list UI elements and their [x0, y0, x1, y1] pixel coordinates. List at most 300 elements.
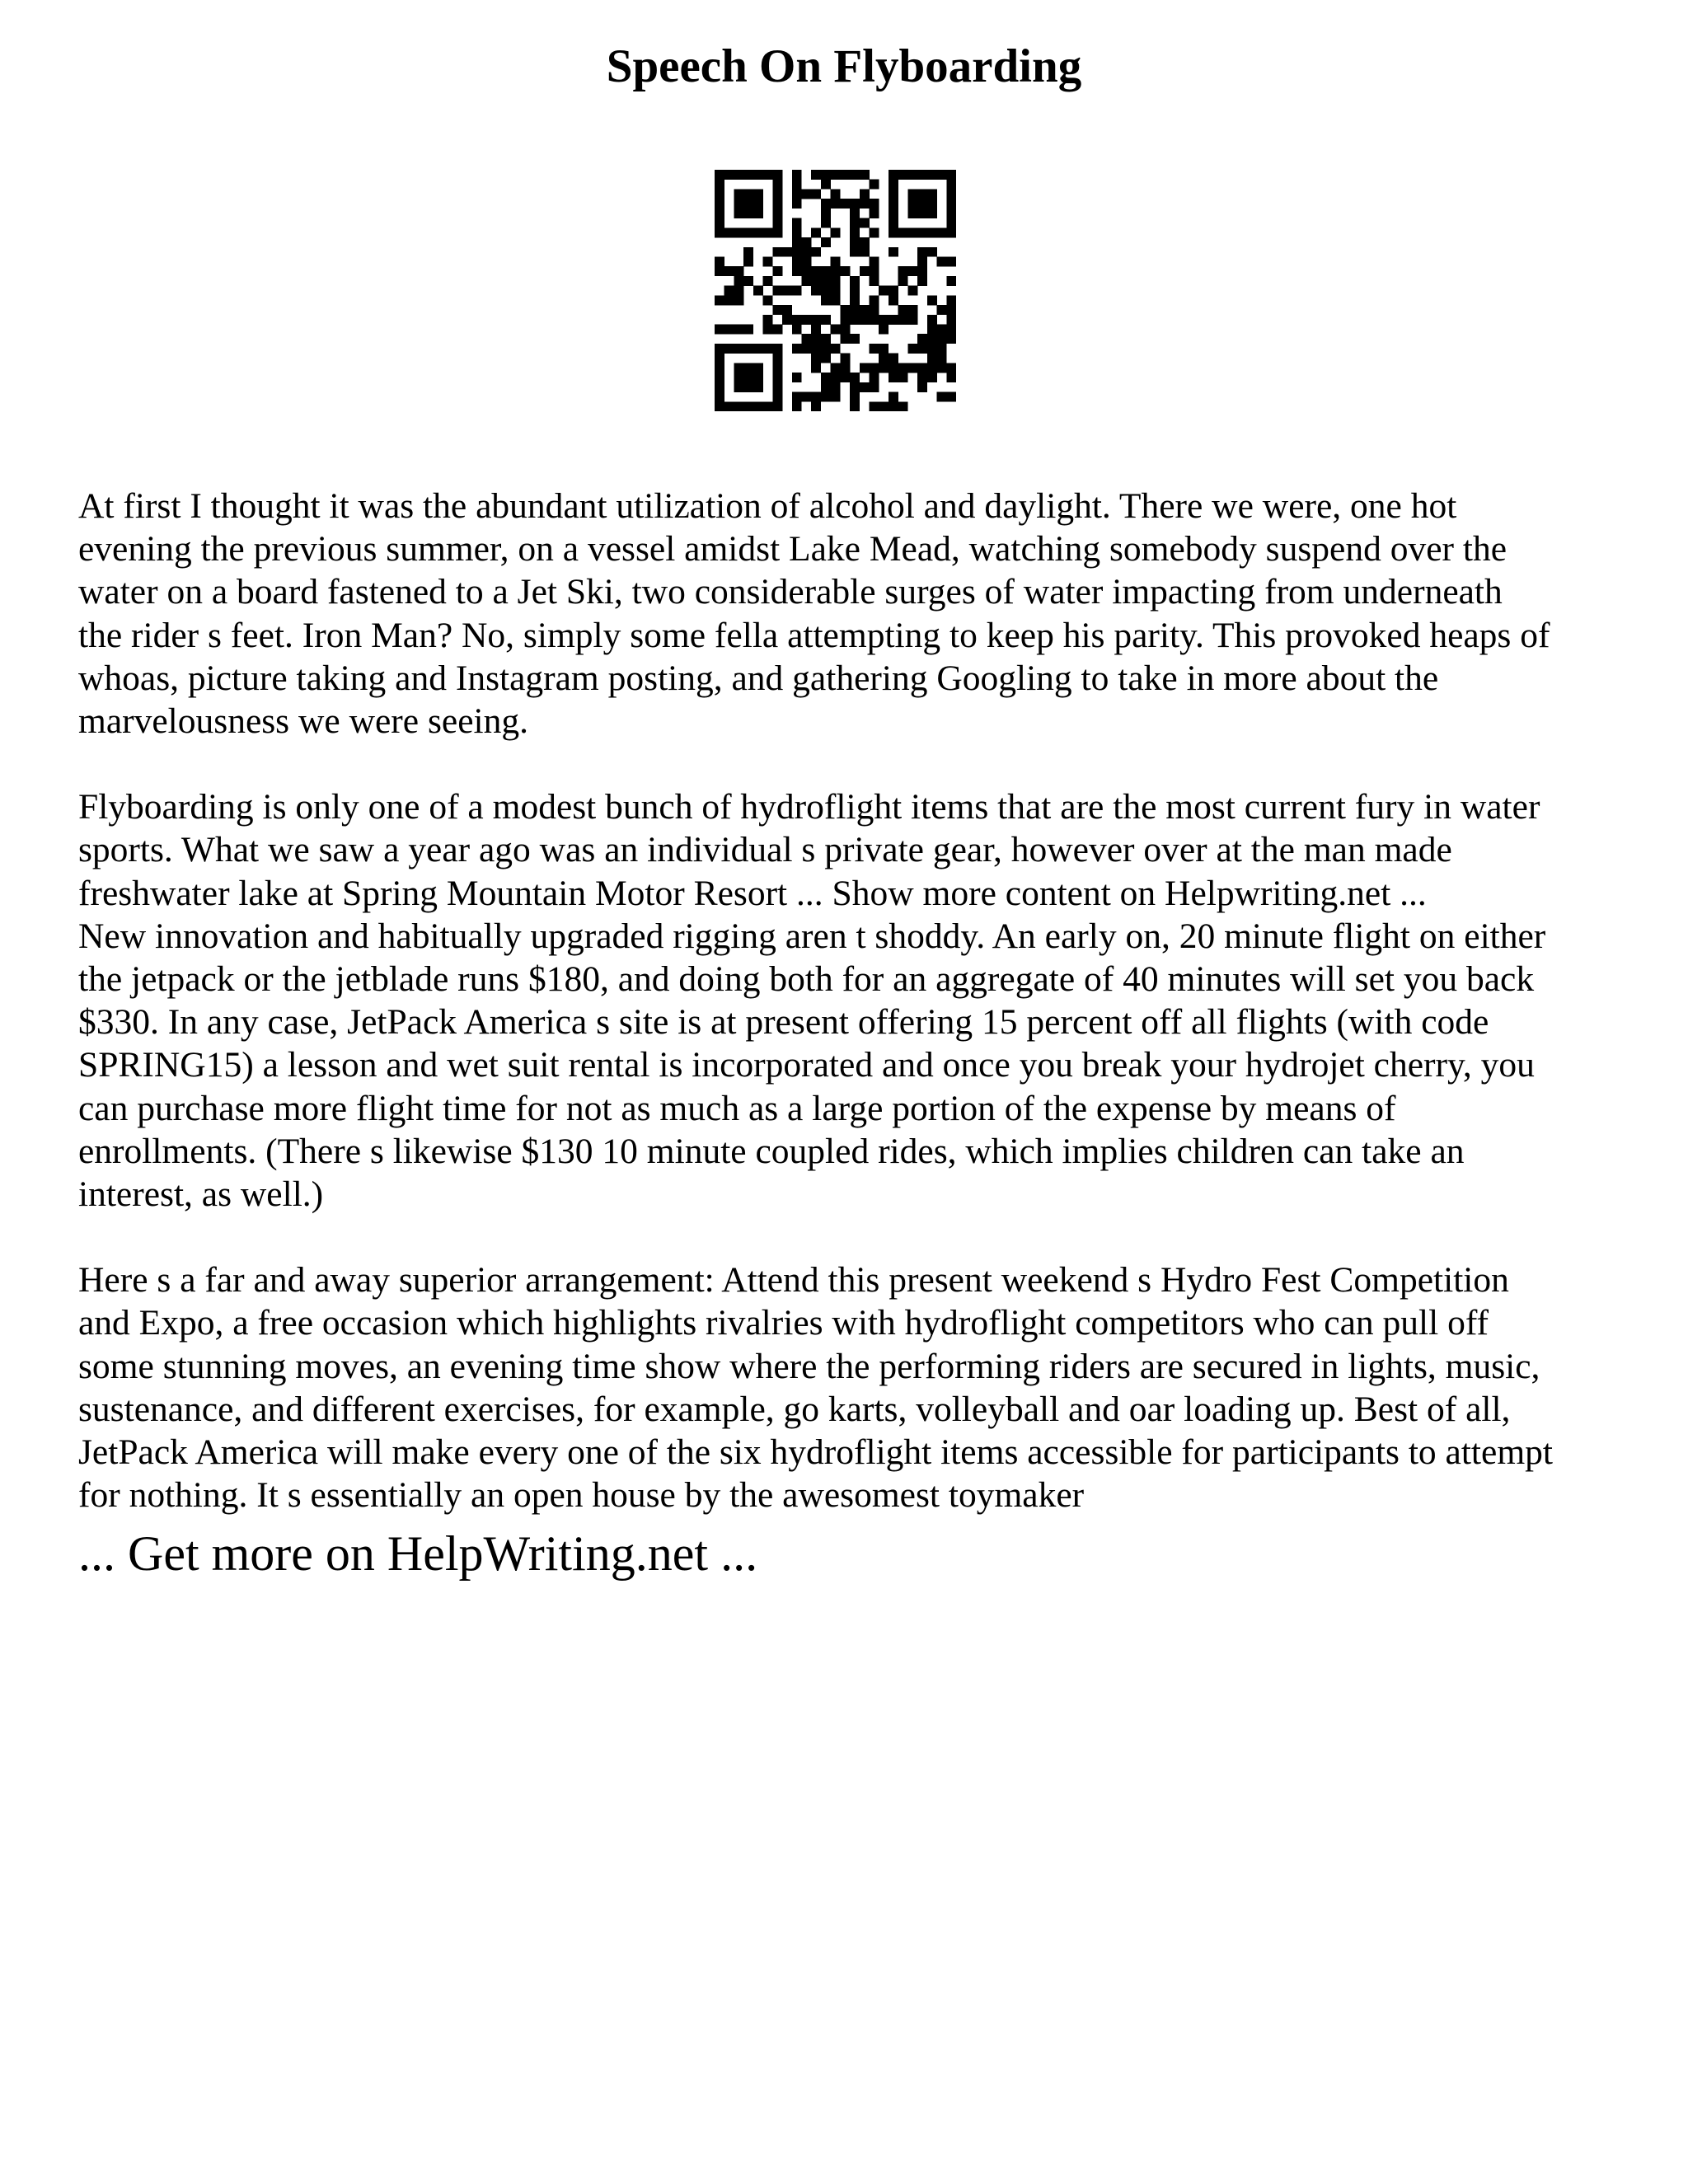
qr-module: [889, 354, 898, 363]
qr-module: [734, 199, 743, 209]
qr-module: [734, 373, 743, 382]
qr-module: [724, 286, 734, 296]
qr-module: [821, 295, 831, 305]
qr-module: [715, 344, 724, 354]
qr-module: [782, 315, 792, 325]
qr-module: [870, 227, 879, 237]
qr-module: [715, 401, 724, 411]
qr-module: [927, 227, 937, 237]
qr-module: [870, 382, 879, 392]
qr-module: [870, 305, 879, 315]
qr-module: [753, 382, 763, 392]
qr-module: [831, 227, 841, 237]
qr-module: [831, 363, 841, 373]
qr-module: [792, 392, 802, 402]
qr-module: [917, 276, 927, 286]
qr-module: [946, 180, 956, 190]
qr-module: [870, 363, 879, 373]
qr-module: [811, 344, 821, 354]
qr-module: [782, 305, 792, 315]
qr-module: [772, 373, 782, 382]
qr-module: [811, 266, 821, 276]
qr-module: [831, 189, 841, 199]
qr-module: [937, 325, 947, 335]
qr-module: [907, 266, 917, 276]
qr-module: [715, 325, 724, 335]
qr-module: [743, 276, 753, 286]
qr-module: [782, 286, 792, 296]
qr-module: [734, 344, 743, 354]
qr-module: [927, 325, 937, 335]
qr-module: [792, 170, 802, 180]
qr-module: [898, 170, 908, 180]
qr-module: [946, 392, 956, 402]
qr-module: [734, 325, 743, 335]
qr-module: [743, 170, 753, 180]
qr-module: [724, 401, 734, 411]
qr-module: [734, 295, 743, 305]
qr-module: [801, 344, 811, 354]
qr-module: [831, 170, 841, 180]
qr-module: [753, 286, 763, 296]
qr-module: [811, 354, 821, 363]
qr-module: [917, 227, 927, 237]
qr-module: [907, 363, 917, 373]
qr-module: [821, 276, 831, 286]
qr-module: [792, 247, 802, 257]
qr-module: [898, 401, 908, 411]
qr-module: [870, 373, 879, 382]
qr-module: [889, 170, 898, 180]
qr-module: [801, 334, 811, 344]
qr-module: [870, 401, 879, 411]
qr-module: [870, 199, 879, 209]
qr-module: [907, 209, 917, 218]
qr-module: [850, 334, 860, 344]
qr-module: [763, 256, 773, 266]
text-line: water on a board fastened to a Jet Ski, two considerable surges of water impacting from underneath: [78, 572, 1503, 612]
qr-module: [792, 180, 802, 190]
qr-module: [927, 247, 937, 257]
qr-module: [889, 189, 898, 199]
qr-module: [821, 218, 831, 228]
qr-module: [927, 315, 937, 325]
qr-module: [889, 199, 898, 209]
qr-module: [860, 305, 870, 315]
qr-module: [927, 199, 937, 209]
qr-module: [715, 266, 724, 276]
qr-module: [917, 199, 927, 209]
qr-module: [870, 295, 879, 305]
qr-module: [831, 295, 841, 305]
qr-module: [831, 266, 841, 276]
qr-module: [840, 199, 850, 209]
qr-module: [860, 266, 870, 276]
qr-module: [715, 382, 724, 392]
qr-module: [763, 344, 773, 354]
text-line: marvelousness we were seeing.: [78, 701, 528, 742]
get-more-link[interactable]: ... Get more on HelpWriting.net ...: [78, 1526, 758, 1581]
qr-module: [946, 295, 956, 305]
qr-module: [946, 363, 956, 373]
qr-module: [860, 189, 870, 199]
qr-module: [792, 199, 802, 209]
qr-module: [763, 227, 773, 237]
qr-module: [870, 276, 879, 286]
qr-module: [724, 325, 734, 335]
qr-module: [946, 218, 956, 228]
qr-module: [879, 354, 889, 363]
qr-module: [801, 237, 811, 247]
qr-module: [763, 315, 773, 325]
qr-module: [946, 373, 956, 382]
qr-module: [792, 189, 802, 199]
qr-module: [753, 170, 763, 180]
qr-module: [772, 247, 782, 257]
qr-module: [850, 315, 860, 325]
qr-module: [753, 401, 763, 411]
qr-module: [946, 315, 956, 325]
qr-module: [870, 344, 879, 354]
qr-module: [743, 247, 753, 257]
text-line: and Expo, a free occasion which highlights rivalries with hydroflight competitors who can pull off: [78, 1303, 1489, 1343]
qr-module: [792, 227, 802, 237]
qr-module: [753, 189, 763, 199]
qr-module: [898, 315, 908, 325]
qr-module: [724, 170, 734, 180]
qr-module: [937, 354, 947, 363]
qr-module: [831, 382, 841, 392]
qr-module: [734, 189, 743, 199]
qr-module: [927, 189, 937, 199]
qr-module: [860, 315, 870, 325]
qr-module: [898, 227, 908, 237]
qr-module: [907, 315, 917, 325]
qr-module: [889, 363, 898, 373]
qr-module: [898, 266, 908, 276]
qr-module: [917, 363, 927, 373]
qr-module: [743, 325, 753, 335]
qr-module: [831, 344, 841, 354]
text-line: Flyboarding is only one of a modest bunch of hydroflight items that are the most current fury in water: [78, 787, 1540, 827]
qr-module: [763, 276, 773, 286]
qr-module: [821, 344, 831, 354]
qr-module: [801, 247, 811, 257]
qr-module: [907, 305, 917, 315]
qr-module: [801, 392, 811, 402]
qr-module: [870, 266, 879, 276]
qr-module: [734, 401, 743, 411]
paragraph-1: [78, 485, 1644, 743]
qr-module: [870, 180, 879, 190]
text-line: interest, as well.): [78, 1174, 324, 1215]
qr-module: [792, 286, 802, 296]
qr-module: [753, 363, 763, 373]
qr-module: [831, 256, 841, 266]
qr-module: [946, 276, 956, 286]
paragraph-3: [78, 1258, 1644, 1516]
qr-module: [743, 199, 753, 209]
qr-module: [801, 315, 811, 325]
qr-module: [907, 344, 917, 354]
qr-module: [840, 305, 850, 315]
qr-module: [734, 286, 743, 296]
qr-module: [860, 218, 870, 228]
qr-module: [821, 373, 831, 382]
qr-module: [724, 295, 734, 305]
qr-module: [889, 286, 898, 296]
qr-module: [734, 382, 743, 392]
text-line: Here s a far and away superior arrangement: Attend this present weekend s Hydro Fest Competition: [78, 1260, 1509, 1301]
qr-module: [772, 305, 782, 315]
qr-module: [898, 305, 908, 315]
qr-module: [753, 227, 763, 237]
qr-module: [743, 256, 753, 266]
qr-module: [763, 170, 773, 180]
qr-module: [715, 170, 724, 180]
qr-module: [811, 315, 821, 325]
qr-module: [792, 401, 802, 411]
qr-module: [801, 266, 811, 276]
qr-module: [772, 363, 782, 373]
qr-module: [879, 363, 889, 373]
qr-module: [743, 227, 753, 237]
qr-module: [907, 199, 917, 209]
qr-module: [743, 363, 753, 373]
qr-module: [782, 247, 792, 257]
qr-module: [831, 373, 841, 382]
qr-module: [734, 363, 743, 373]
qr-module: [772, 382, 782, 392]
qr-module: [879, 286, 889, 296]
qr-module: [889, 218, 898, 228]
text-line: the rider s feet. Iron Man? No, simply some fella attempting to keep his parity. This provoked heaps of: [78, 615, 1550, 655]
qr-module: [860, 170, 870, 180]
qr-module: [715, 363, 724, 373]
qr-module: [811, 247, 821, 257]
qr-module: [860, 237, 870, 247]
qr-module: [801, 189, 811, 199]
qr-module: [860, 199, 870, 209]
qr-module: [879, 344, 889, 354]
qr-module: [753, 373, 763, 382]
qr-module: [889, 180, 898, 190]
qr-module: [821, 170, 831, 180]
qr-module: [937, 227, 947, 237]
qr-module: [840, 373, 850, 382]
qr-module: [724, 227, 734, 237]
qr-module: [879, 315, 889, 325]
qr-module: [850, 247, 860, 257]
qr-module: [772, 189, 782, 199]
qr-module: [917, 344, 927, 354]
qr-module: [840, 334, 850, 344]
qr-module: [889, 295, 898, 305]
qr-module: [946, 334, 956, 344]
qr-module: [715, 373, 724, 382]
qr-module: [850, 392, 860, 402]
qr-module: [743, 401, 753, 411]
qr-module: [811, 170, 821, 180]
text-line: can purchase more flight time for not as much as a large portion of the expense by means of: [78, 1088, 1396, 1128]
qr-module: [927, 373, 937, 382]
qr-module: [840, 354, 850, 363]
qr-module: [792, 325, 802, 335]
text-line: JetPack America will make every one of the six hydroflight items accessible for participants to attempt: [78, 1432, 1554, 1473]
qr-module: [743, 382, 753, 392]
qr-module: [898, 363, 908, 373]
qr-module: [772, 286, 782, 296]
qr-module: [772, 354, 782, 363]
qr-module: [715, 227, 724, 237]
qr-module: [772, 180, 782, 190]
qr-module: [937, 363, 947, 373]
qr-module: [870, 209, 879, 218]
qr-module: [850, 295, 860, 305]
qr-module: [811, 392, 821, 402]
qr-module: [724, 266, 734, 276]
qr-module: [831, 392, 841, 402]
qr-module: [811, 401, 821, 411]
qr-module: [850, 218, 860, 228]
qr-module: [743, 209, 753, 218]
qr-module: [937, 334, 947, 344]
qr-module: [715, 256, 724, 266]
qr-module: [889, 373, 898, 382]
qr-module: [937, 344, 947, 354]
text-line: SPRING15) a lesson and wet suit rental is incorporated and once you break your hydrojet cherry, you: [78, 1045, 1535, 1085]
qr-module: [927, 334, 937, 344]
qr-module: [831, 325, 841, 335]
qr-module: [763, 295, 773, 305]
qr-module: [772, 325, 782, 335]
qr-module: [821, 266, 831, 276]
qr-module: [715, 354, 724, 363]
qr-module: [927, 295, 937, 305]
qr-module: [946, 325, 956, 335]
qr-module: [850, 276, 860, 286]
qr-module: [898, 276, 908, 286]
qr-module: [821, 382, 831, 392]
text-line: the jetpack or the jetblade runs $180, and doing both for an aggregate of 40 minutes will set you back: [78, 959, 1535, 1000]
qr-module: [743, 373, 753, 382]
qr-module: [801, 256, 811, 266]
qr-module: [917, 209, 927, 218]
qr-module: [811, 325, 821, 335]
qr-module: [821, 334, 831, 344]
qr-module: [850, 199, 860, 209]
qr-module: [860, 382, 870, 392]
qr-module: [917, 189, 927, 199]
qr-module: [937, 256, 947, 266]
qr-module: [850, 382, 860, 392]
text-line: New innovation and habitually upgraded rigging aren t shoddy. An early on, 20 minute flight on either: [78, 916, 1546, 956]
text-line: enrollments. (There s likewise $130 10 minute coupled rides, which implies children can take an: [78, 1131, 1465, 1171]
qr-module: [792, 237, 802, 247]
qr-module: [743, 344, 753, 354]
qr-module: [821, 180, 831, 190]
qr-module: [734, 170, 743, 180]
qr-module: [715, 295, 724, 305]
qr-module: [811, 227, 821, 237]
document-body: [78, 485, 1644, 1559]
qr-module: [821, 286, 831, 296]
qr-module: [831, 276, 841, 286]
qr-module: [772, 227, 782, 237]
qr-module: [811, 286, 821, 296]
qr-module: [927, 354, 937, 363]
text-line: sports. What we saw a year ago was an individual s private gear, however over at the man made: [78, 830, 1452, 870]
qr-module: [715, 199, 724, 209]
qr-module: [850, 373, 860, 382]
qr-module: [715, 218, 724, 228]
qr-module: [889, 315, 898, 325]
qr-module: [850, 209, 860, 218]
qr-module: [821, 199, 831, 209]
qr-module: [792, 344, 802, 354]
qr-module: [898, 373, 908, 382]
qr-module: [917, 247, 927, 257]
qr-module: [772, 209, 782, 218]
qr-module: [792, 218, 802, 228]
qr-module: [763, 401, 773, 411]
qr-module: [850, 305, 860, 315]
qr-module: [946, 209, 956, 218]
qr-module: [946, 170, 956, 180]
qr-module: [850, 237, 860, 247]
qr-module: [792, 266, 802, 276]
qr-module: [917, 382, 927, 392]
qr-module: [937, 305, 947, 315]
qr-module: [879, 325, 889, 335]
qr-module: [917, 256, 927, 266]
qr-module: [753, 209, 763, 218]
qr-module: [870, 315, 879, 325]
qr-module: [811, 363, 821, 373]
qr-module: [724, 344, 734, 354]
qr-module: [734, 266, 743, 276]
qr-module: [927, 363, 937, 373]
qr-module: [946, 199, 956, 209]
qr-module: [821, 354, 831, 363]
qr-module: [792, 256, 802, 266]
qr-module: [927, 209, 937, 218]
qr-module: [917, 334, 927, 344]
text-line: freshwater lake at Spring Mountain Motor Resort ... Show more content on Helpwriting.net ...: [78, 873, 1427, 913]
qr-module: [811, 276, 821, 286]
text-line: sustenance, and different exercises, for example, go karts, volleyball and oar loading up. Best of all,: [78, 1389, 1511, 1429]
qr-module: [772, 344, 782, 354]
qr-module: [860, 247, 870, 257]
qr-module: [889, 392, 898, 402]
qr-module: [734, 276, 743, 286]
qr-module: [889, 227, 898, 237]
qr-module: [907, 170, 917, 180]
qr-module: [715, 209, 724, 218]
text-line: evening the previous summer, on a vessel amidst Lake Mead, watching somebody suspend over the: [78, 529, 1507, 569]
qr-module: [917, 266, 927, 276]
qr-module: [927, 170, 937, 180]
qr-module: [850, 286, 860, 296]
qr-module: [734, 227, 743, 237]
qr-module: [840, 170, 850, 180]
qr-module: [840, 266, 850, 276]
qr-module: [889, 401, 898, 411]
text-line: $330. In any case, JetPack America s site is at present offering 15 percent off all flights (with code: [78, 1002, 1489, 1043]
qr-module: [840, 315, 850, 325]
text-line: some stunning moves, an evening time show where the performing riders are secured in lights, music,: [78, 1346, 1540, 1386]
qr-module: [860, 363, 870, 373]
